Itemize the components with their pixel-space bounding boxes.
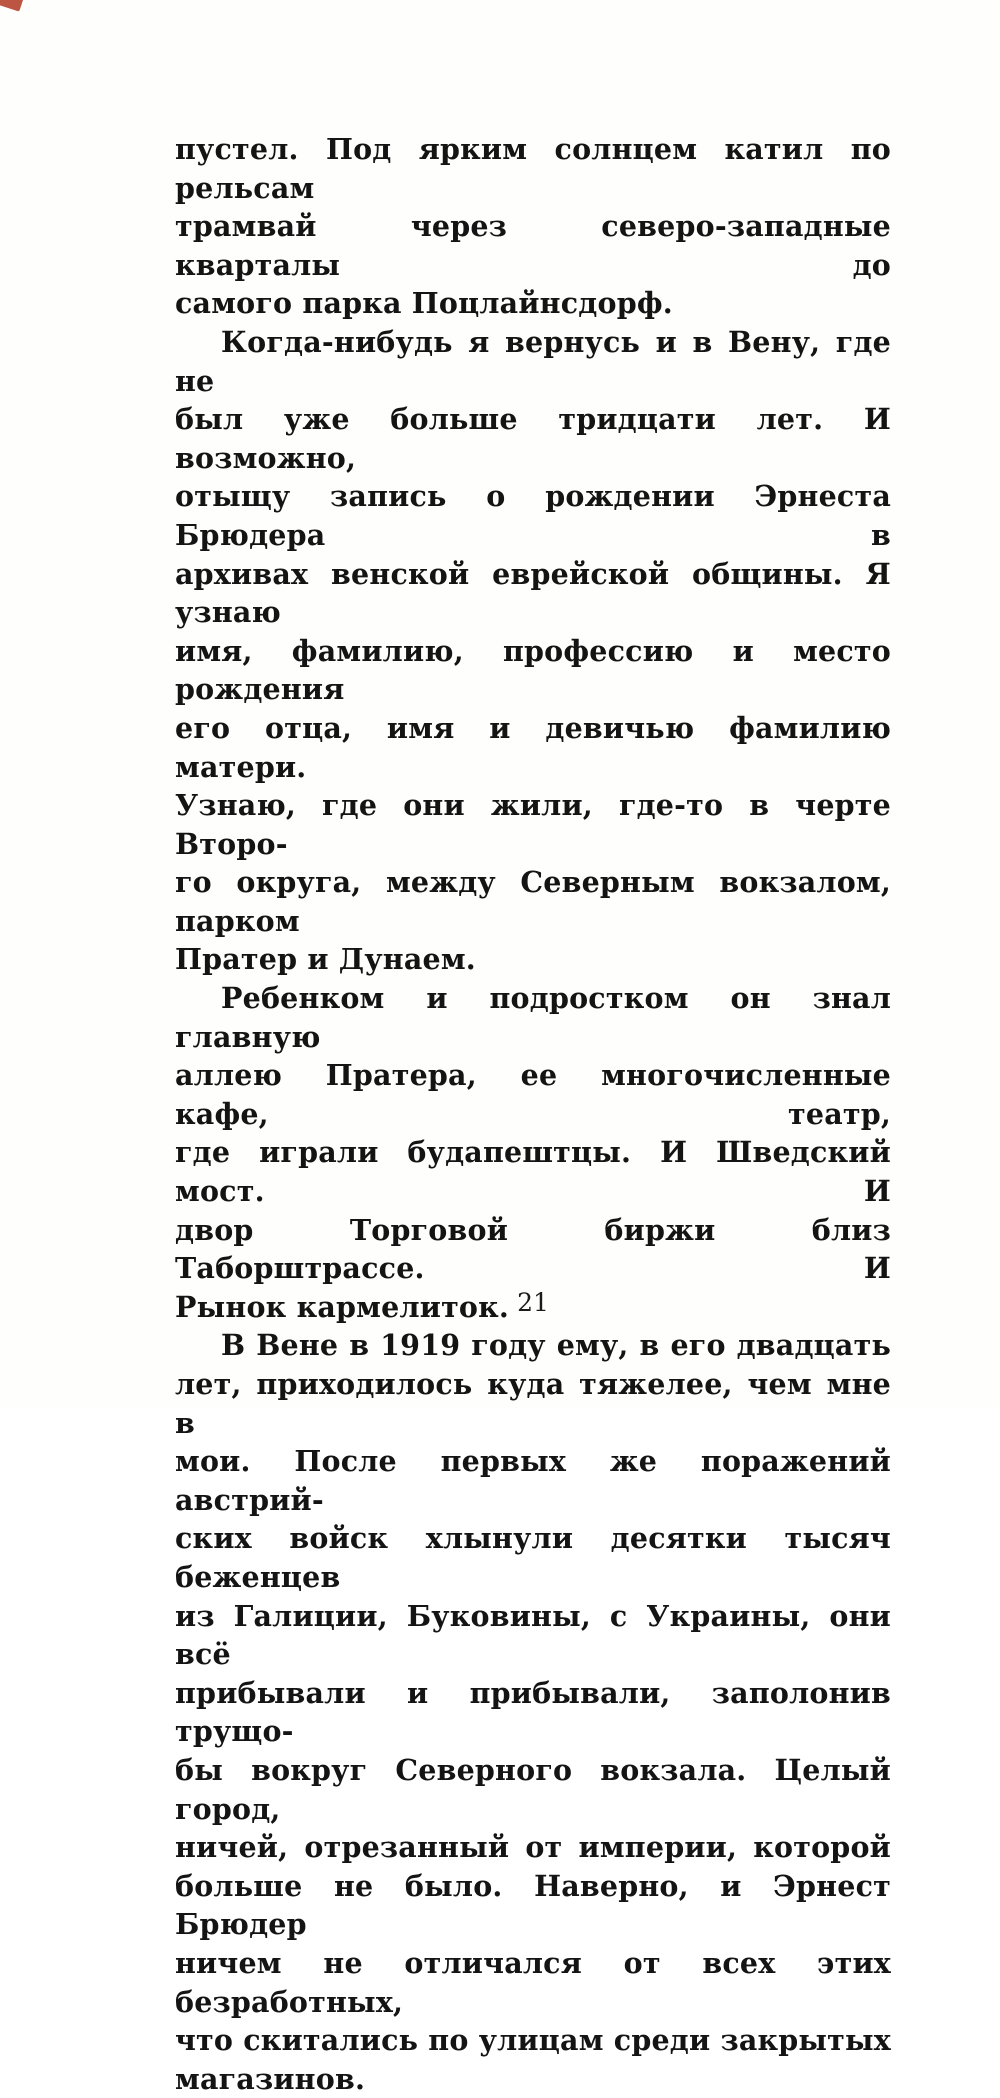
text-line: Когда-нибудь я вернусь и в Вену, где не: [175, 324, 891, 398]
text-line: отыщу запись о рождении Эрнеста Брюдера в: [175, 479, 891, 552]
text-block: [175, 130, 891, 2098]
text-line: двор Торговой биржи близ Таборштрассе. И: [175, 1212, 891, 1286]
text-line: ских войск хлынули десятки тысяч беженцев: [175, 1521, 891, 1594]
scan-artifact-mark: [0, 0, 24, 12]
text-line: аллею Пратера, ее многочисленные кафе, театр,: [175, 1058, 891, 1131]
text-line: Узнаю, где они жили, где-то в черте Второ-: [175, 788, 891, 861]
text-line: из Галиции, Буковины, с Украины, они всё: [175, 1598, 891, 1672]
text-line: архивах венской еврейской общины. Я узнаю: [175, 556, 891, 630]
text-line: бы вокруг Северного вокзала. Целый город,: [175, 1752, 891, 1826]
text-line: лет, приходилось куда тяжелее, чем мне в: [175, 1367, 891, 1440]
text-line: трамвай через северо-западные кварталы до: [175, 209, 891, 282]
text-line: ничем не отличался от всех этих безработных,: [175, 1945, 891, 2019]
text-line: Рынок кармелиток.: [175, 1289, 510, 1324]
text-line: магазинов.: [175, 2061, 366, 2096]
text-line: пустел. Под ярким солнцем катил по рельсам: [175, 132, 891, 205]
text-line: Пратер и Дунаем.: [175, 942, 476, 977]
text-line: больше не было. Наверно, и Эрнест Брюдер: [175, 1868, 891, 1942]
page-number: 21: [517, 1288, 549, 1317]
text-line: его отца, имя и девичью фамилию матери.: [175, 710, 891, 784]
text-line: самого парка Поцлайнсдорф.: [175, 286, 673, 321]
text-line: где играли будапештцы. И Шведский мост. И: [175, 1135, 891, 1209]
text-line: Ребенком и подростком он знал главную: [175, 981, 891, 1054]
text-line: ничей, отрезанный от империи, которой: [175, 1830, 891, 1865]
text-line: В Вене в 1919 году ему, в его двадцать: [221, 1328, 891, 1363]
text-line: имя, фамилию, профессию и место рождения: [175, 633, 891, 707]
text-line: был уже больше тридцати лет. И возможно,: [175, 402, 891, 475]
text-line: что скитались по улицам среди закрытых: [175, 2023, 891, 2058]
text-line: прибывали и прибывали, заполонив трущо-: [175, 1675, 891, 1749]
text-line: го округа, между Северным вокзалом, парком: [175, 865, 891, 938]
text-line: мои. После первых же поражений австрий-: [175, 1444, 891, 1517]
